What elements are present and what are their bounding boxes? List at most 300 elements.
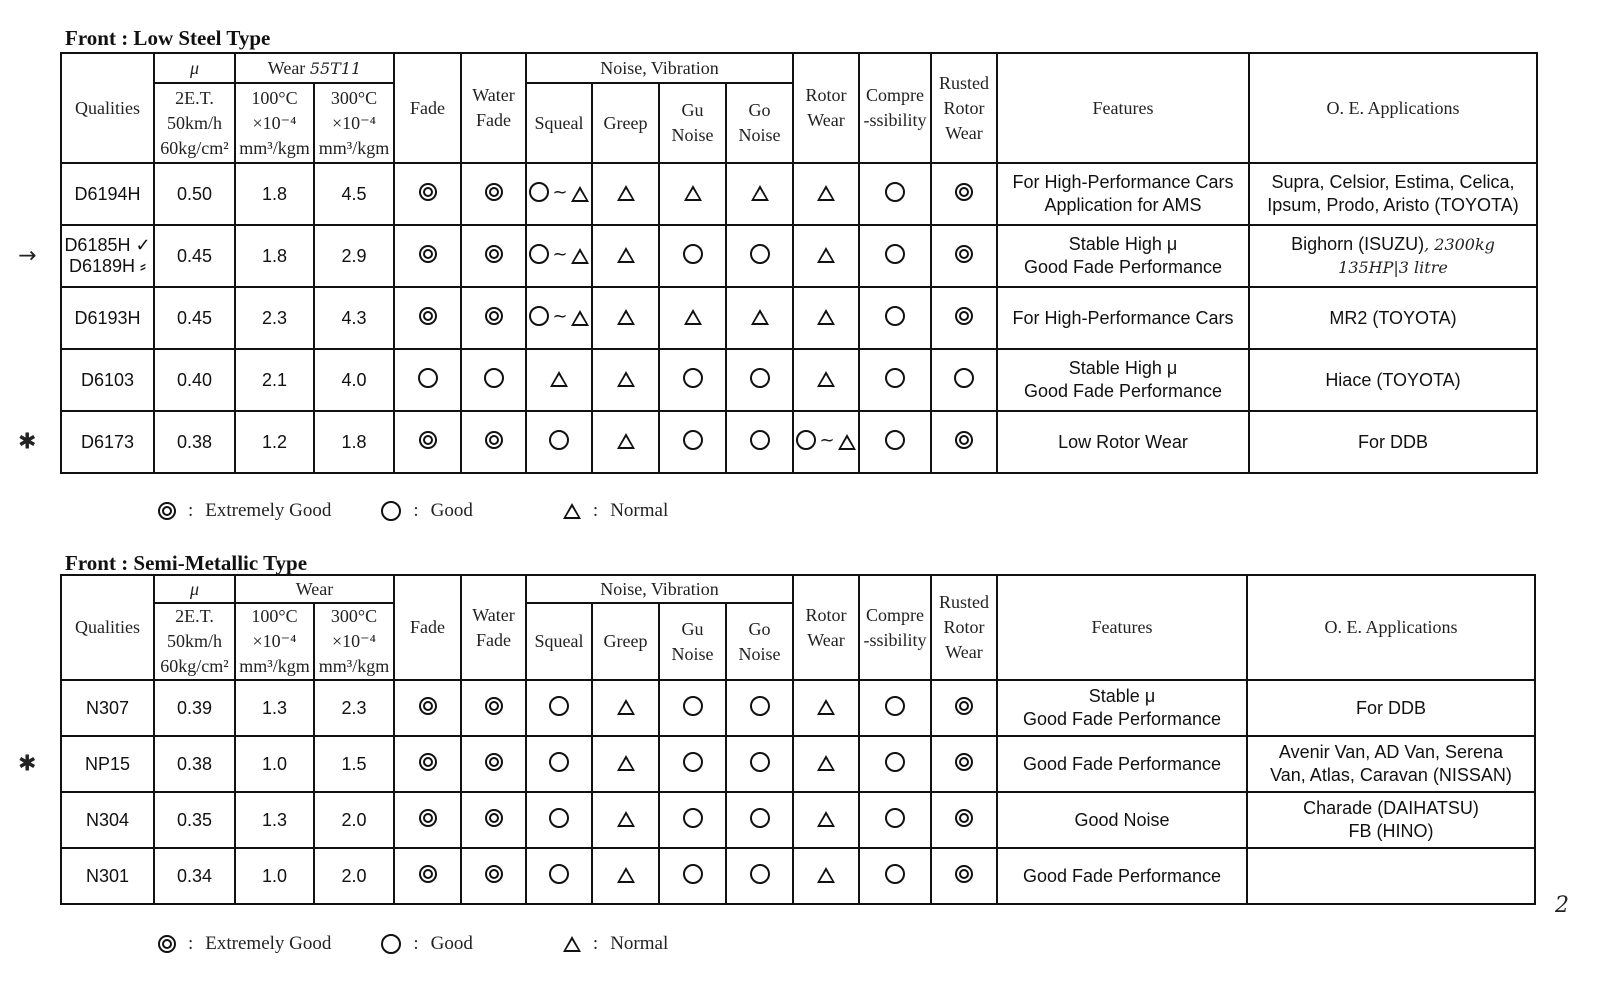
double-circle-icon: [485, 865, 503, 883]
rating-rotor-wear: [793, 349, 859, 411]
circle-icon: [885, 182, 905, 202]
header-greep: Greep: [592, 603, 659, 680]
header-wear-100: 100°C ×10⁻⁴ mm³/kgm: [235, 603, 314, 680]
header-rotor-wear: Rotor Wear: [793, 53, 859, 163]
mu-value: 0.40: [154, 349, 235, 411]
triangle-icon: [571, 186, 589, 202]
rating-compressibility: [859, 349, 931, 411]
circle-icon: [683, 864, 703, 884]
wear-300-value: 2.3: [314, 680, 394, 736]
oe-applications-cell: [1247, 848, 1535, 904]
header-mu: μ: [154, 53, 235, 83]
header-compressibility: Compre -ssibility: [859, 575, 931, 680]
circle-icon: [683, 696, 703, 716]
wear-300-value: 4.0: [314, 349, 394, 411]
header-mu-sub: 2E.T. 50km/h 60kg/cm²: [154, 603, 235, 680]
rating-rotor-wear: [793, 848, 859, 904]
double-circle-icon: [419, 183, 437, 201]
product-code: D6185H ✓ D6189H ⸗ →: [61, 225, 154, 287]
rating-go-noise: [726, 349, 793, 411]
rating-gu-noise: [659, 736, 726, 792]
double-circle-icon: [419, 865, 437, 883]
legend-low-steel: [158, 500, 718, 522]
rating-fade: [394, 736, 461, 792]
double-circle-icon: [419, 245, 437, 263]
circle-icon: [750, 752, 770, 772]
triangle-icon: [563, 503, 581, 519]
rating-water-fade: [461, 225, 526, 287]
header-rotor-wear: Rotor Wear: [793, 575, 859, 680]
rating-fade: [394, 848, 461, 904]
circle-icon: [750, 696, 770, 716]
mu-value: 0.45: [154, 225, 235, 287]
header-greep: Greep: [592, 83, 659, 163]
rating-greep: [592, 680, 659, 736]
double-circle-icon: [955, 183, 973, 201]
rating-fade: [394, 225, 461, 287]
circle-icon: [529, 306, 549, 326]
wear-100-value: 1.0: [235, 848, 314, 904]
rating-compressibility: [859, 287, 931, 349]
rating-squeal: [526, 848, 592, 904]
features-cell: Good Fade Performance: [997, 848, 1247, 904]
oe-applications-cell: [1249, 411, 1537, 473]
mu-value: 0.38: [154, 736, 235, 792]
rating-water-fade: [461, 287, 526, 349]
rating-compressibility: [859, 792, 931, 848]
rating-go-noise: [726, 792, 793, 848]
rating-go-noise: [726, 736, 793, 792]
rating-greep: [592, 349, 659, 411]
circle-icon: [750, 430, 770, 450]
oe-applications-cell: [1249, 287, 1537, 349]
rating-fade: [394, 680, 461, 736]
rating-gu-noise: [659, 792, 726, 848]
rating-gu-noise: [659, 848, 726, 904]
header-wear: Wear: [235, 575, 394, 603]
triangle-icon: [817, 371, 835, 387]
oe-applications-text: For DDB: [1357, 431, 1428, 452]
tilde-separator: ~: [552, 181, 568, 203]
oe-applications-text: Avenir Van, AD Van, Serena Van, Atlas, Caravan (NISSAN): [1270, 742, 1512, 785]
legend-item-extremely-good: : Extremely Good: [158, 933, 331, 955]
double-circle-icon: [955, 865, 973, 883]
mu-value: 0.38: [154, 411, 235, 473]
header-wear-100: 100°C ×10⁻⁴ mm³/kgm: [235, 83, 314, 163]
header-gu-noise: Gu Noise: [659, 83, 726, 163]
triangle-icon: [817, 185, 835, 201]
wear-100-value: 1.3: [235, 680, 314, 736]
rating-compressibility: [859, 163, 931, 225]
rating-squeal: [526, 349, 592, 411]
triangle-icon: [817, 811, 835, 827]
circle-icon: [750, 808, 770, 828]
triangle-icon: [817, 867, 835, 883]
header-wear: [235, 53, 394, 83]
oe-applications-text: For DDB: [1355, 697, 1426, 718]
section-title-semi-metallic: Front : Semi-Metallic Type: [65, 551, 308, 575]
wear-300-value: 1.8: [314, 411, 394, 473]
header-noise-vibration: Noise, Vibration: [526, 53, 793, 83]
features-cell: Low Rotor Wear: [997, 411, 1249, 473]
double-circle-icon: [485, 183, 503, 201]
header-qualities: Qualities: [61, 53, 154, 163]
triangle-icon: [617, 247, 635, 263]
wear-300-value: 1.5: [314, 736, 394, 792]
double-circle-icon: [419, 753, 437, 771]
rating-gu-noise: [659, 349, 726, 411]
rating-fade: [394, 287, 461, 349]
header-go-noise: Go Noise: [726, 603, 793, 680]
header-rusted-rotor-wear: Rusted Rotor Wear: [931, 53, 997, 163]
rating-go-noise: [726, 225, 793, 287]
rating-gu-noise: [659, 680, 726, 736]
circle-icon: [381, 501, 401, 521]
rating-rotor-wear: [793, 736, 859, 792]
rating-rotor-wear: [793, 225, 859, 287]
rating-rusted-rotor-wear: [931, 736, 997, 792]
rating-squeal: [526, 225, 592, 287]
triangle-icon: [817, 699, 835, 715]
header-wear-300: 300°C ×10⁻⁴ mm³/kgm: [314, 603, 394, 680]
rating-squeal: [526, 287, 592, 349]
features-cell: For High-Performance Cars: [997, 287, 1249, 349]
rating-greep: [592, 287, 659, 349]
table-row: [61, 225, 1537, 287]
triangle-icon: [571, 310, 589, 326]
margin-arrow-mark: →: [18, 243, 37, 269]
product-code: D6173 ✱: [61, 411, 154, 473]
double-circle-icon: [485, 809, 503, 827]
triangle-icon: [617, 371, 635, 387]
rating-go-noise: [726, 848, 793, 904]
wear-300-value: 4.5: [314, 163, 394, 225]
circle-icon: [549, 808, 569, 828]
rating-greep: [592, 792, 659, 848]
header-mu: μ: [154, 575, 235, 603]
table-row: [61, 287, 1537, 349]
circle-icon: [549, 864, 569, 884]
circle-icon: [750, 864, 770, 884]
header-wear-label: Wear: [267, 57, 306, 78]
triangle-icon: [617, 867, 635, 883]
triangle-icon: [817, 755, 835, 771]
features-cell: Stable High μ Good Fade Performance: [997, 225, 1249, 287]
rating-greep: [592, 848, 659, 904]
legend-item-extremely-good: : Extremely Good: [158, 500, 331, 522]
triangle-icon: [751, 185, 769, 201]
header-gu-noise: Gu Noise: [659, 603, 726, 680]
circle-icon: [750, 244, 770, 264]
mu-value: 0.50: [154, 163, 235, 225]
circle-icon: [381, 934, 401, 954]
rating-rotor-wear: [793, 411, 859, 473]
table-row: [61, 163, 1537, 225]
double-circle-icon: [485, 753, 503, 771]
features-cell: Stable μ Good Fade Performance: [997, 680, 1247, 736]
circle-icon: [885, 244, 905, 264]
rating-greep: [592, 163, 659, 225]
product-code: N304: [61, 792, 154, 848]
product-code: N301: [61, 848, 154, 904]
double-circle-icon: [419, 809, 437, 827]
triangle-icon: [563, 936, 581, 952]
rating-rotor-wear: [793, 792, 859, 848]
legend-item-normal: : Normal: [563, 933, 668, 955]
header-features: Features: [997, 53, 1249, 163]
table-row: [61, 680, 1535, 736]
header-oe-applications: O. E. Applications: [1249, 53, 1537, 163]
rating-compressibility: [859, 736, 931, 792]
circle-icon: [549, 430, 569, 450]
double-circle-icon: [419, 307, 437, 325]
wear-100-value: 1.2: [235, 411, 314, 473]
double-circle-icon: [955, 697, 973, 715]
double-circle-icon: [419, 697, 437, 715]
rating-water-fade: [461, 736, 526, 792]
oe-applications-cell: [1249, 163, 1537, 225]
product-code: NP15 ✱: [61, 736, 154, 792]
triangle-icon: [684, 309, 702, 325]
rating-rusted-rotor-wear: [931, 225, 997, 287]
rating-gu-noise: [659, 225, 726, 287]
header-rusted-rotor-wear: Rusted Rotor Wear: [931, 575, 997, 680]
wear-100-value: 1.8: [235, 225, 314, 287]
triangle-icon: [684, 185, 702, 201]
wear-100-value: 2.3: [235, 287, 314, 349]
wear-100-value: 1.3: [235, 792, 314, 848]
double-circle-icon: [955, 431, 973, 449]
features-cell: Good Fade Performance: [997, 736, 1247, 792]
rating-squeal: [526, 736, 592, 792]
legend-item-good: : Good: [381, 933, 473, 955]
handwritten-note: , 2300kg 135HP|3 litre: [1338, 235, 1495, 277]
page-number-mark: 2: [1555, 893, 1569, 918]
wear-100-value: 1.8: [235, 163, 314, 225]
mu-value: 0.39: [154, 680, 235, 736]
wear-300-value: 2.0: [314, 848, 394, 904]
product-code: D6193H: [61, 287, 154, 349]
handwritten-wear-note: 55T11: [309, 58, 362, 78]
triangle-icon: [838, 434, 856, 450]
rating-go-noise: [726, 411, 793, 473]
rating-go-noise: [726, 680, 793, 736]
oe-applications-cell: [1249, 225, 1537, 287]
header-features: Features: [997, 575, 1247, 680]
circle-icon: [885, 696, 905, 716]
circle-icon: [683, 752, 703, 772]
circle-icon: [885, 752, 905, 772]
table-row: [61, 792, 1535, 848]
double-circle-icon: [955, 245, 973, 263]
triangle-icon: [617, 433, 635, 449]
rating-rotor-wear: [793, 287, 859, 349]
rating-greep: [592, 411, 659, 473]
oe-applications-text: Supra, Celsior, Estima, Celica, Ipsum, Prodo, Aristo (TOYOTA): [1267, 172, 1519, 215]
triangle-icon: [751, 309, 769, 325]
rating-water-fade: [461, 680, 526, 736]
header-water-fade: Water Fade: [461, 53, 526, 163]
header-water-fade: Water Fade: [461, 575, 526, 680]
features-cell: Good Noise: [997, 792, 1247, 848]
oe-applications-text: Charade (DAIHATSU) FB (HINO): [1303, 798, 1479, 841]
oe-applications-text: Hiace (TOYOTA): [1325, 369, 1461, 390]
table-row: [61, 411, 1537, 473]
header-oe-applications: O. E. Applications: [1247, 575, 1535, 680]
mu-value: 0.34: [154, 848, 235, 904]
header-go-noise: Go Noise: [726, 83, 793, 163]
double-circle-icon: [158, 502, 176, 520]
rating-fade: [394, 792, 461, 848]
header-wear-300: 300°C ×10⁻⁴ mm³/kgm: [314, 83, 394, 163]
triangle-icon: [617, 811, 635, 827]
features-cell: For High-Performance Cars Application for AMS: [997, 163, 1249, 225]
oe-applications-cell: [1247, 792, 1535, 848]
rating-compressibility: [859, 848, 931, 904]
circle-icon: [529, 244, 549, 264]
header-qualities: Qualities: [61, 575, 154, 680]
legend-semi-metallic: [158, 933, 718, 955]
header-noise-vibration: Noise, Vibration: [526, 575, 793, 603]
header-squeal: Squeal: [526, 603, 592, 680]
oe-applications-cell: [1247, 736, 1535, 792]
rating-greep: [592, 225, 659, 287]
double-circle-icon: [158, 935, 176, 953]
rating-squeal: [526, 163, 592, 225]
header-squeal: Squeal: [526, 83, 592, 163]
triangle-icon: [617, 185, 635, 201]
section-title-low-steel: Front : Low Steel Type: [65, 26, 271, 50]
triangle-icon: [550, 371, 568, 387]
rating-gu-noise: [659, 163, 726, 225]
circle-icon: [484, 368, 504, 388]
triangle-icon: [617, 699, 635, 715]
rating-water-fade: [461, 848, 526, 904]
rating-water-fade: [461, 163, 526, 225]
double-circle-icon: [485, 431, 503, 449]
table-row: [61, 349, 1537, 411]
double-circle-icon: [485, 245, 503, 263]
product-code: N307: [61, 680, 154, 736]
triangle-icon: [817, 247, 835, 263]
oe-applications-text: Bighorn (ISUZU): [1291, 234, 1425, 254]
rating-rusted-rotor-wear: [931, 287, 997, 349]
low-steel-spec-table: [18, 52, 1538, 474]
product-code: D6194H: [61, 163, 154, 225]
double-circle-icon: [485, 697, 503, 715]
mu-value: 0.35: [154, 792, 235, 848]
double-circle-icon: [955, 307, 973, 325]
rating-compressibility: [859, 225, 931, 287]
rating-compressibility: [859, 411, 931, 473]
circle-icon: [954, 368, 974, 388]
circle-icon: [529, 182, 549, 202]
rating-fade: [394, 349, 461, 411]
circle-icon: [885, 430, 905, 450]
header-fade: Fade: [394, 53, 461, 163]
triangle-icon: [617, 755, 635, 771]
rating-fade: [394, 163, 461, 225]
legend-item-good: : Good: [381, 500, 473, 522]
circle-icon: [549, 752, 569, 772]
circle-icon: [750, 368, 770, 388]
rating-gu-noise: [659, 411, 726, 473]
circle-icon: [683, 430, 703, 450]
double-circle-icon: [955, 753, 973, 771]
rating-water-fade: [461, 792, 526, 848]
rating-rotor-wear: [793, 163, 859, 225]
features-cell: Stable High μ Good Fade Performance: [997, 349, 1249, 411]
circle-icon: [683, 368, 703, 388]
rating-gu-noise: [659, 287, 726, 349]
circle-icon: [796, 430, 816, 450]
rating-fade: [394, 411, 461, 473]
rating-squeal: [526, 792, 592, 848]
rating-rusted-rotor-wear: [931, 349, 997, 411]
rating-water-fade: [461, 411, 526, 473]
wear-300-value: 4.3: [314, 287, 394, 349]
circle-icon: [885, 368, 905, 388]
rating-rusted-rotor-wear: [931, 163, 997, 225]
header-mu-sub: 2E.T. 50km/h 60kg/cm²: [154, 83, 235, 163]
triangle-icon: [571, 248, 589, 264]
rating-rusted-rotor-wear: [931, 848, 997, 904]
double-circle-icon: [955, 809, 973, 827]
tilde-separator: ~: [552, 305, 568, 327]
product-code: D6103: [61, 349, 154, 411]
margin-asterisk-mark: ✱: [18, 751, 37, 777]
oe-applications-cell: [1249, 349, 1537, 411]
oe-applications-cell: [1247, 680, 1535, 736]
circle-icon: [683, 244, 703, 264]
rating-squeal: [526, 680, 592, 736]
triangle-icon: [617, 309, 635, 325]
rating-go-noise: [726, 163, 793, 225]
legend-item-normal: : Normal: [563, 500, 668, 522]
tilde-separator: ~: [819, 429, 835, 451]
wear-300-value: 2.9: [314, 225, 394, 287]
mu-value: 0.45: [154, 287, 235, 349]
double-circle-icon: [419, 431, 437, 449]
rating-rusted-rotor-wear: [931, 792, 997, 848]
rating-water-fade: [461, 349, 526, 411]
semi-metallic-spec-table: [18, 574, 1536, 905]
header-fade: Fade: [394, 575, 461, 680]
circle-icon: [885, 864, 905, 884]
header-compressibility: Compre -ssibility: [859, 53, 931, 163]
double-circle-icon: [485, 307, 503, 325]
table-row: [61, 736, 1535, 792]
rating-compressibility: [859, 680, 931, 736]
circle-icon: [683, 808, 703, 828]
rating-rotor-wear: [793, 680, 859, 736]
circle-icon: [418, 368, 438, 388]
rating-greep: [592, 736, 659, 792]
rating-rusted-rotor-wear: [931, 411, 997, 473]
rating-rusted-rotor-wear: [931, 680, 997, 736]
circle-icon: [885, 808, 905, 828]
wear-300-value: 2.0: [314, 792, 394, 848]
oe-applications-text: MR2 (TOYOTA): [1329, 307, 1457, 328]
wear-100-value: 1.0: [235, 736, 314, 792]
margin-asterisk-mark: ✱: [18, 429, 37, 455]
circle-icon: [885, 306, 905, 326]
circle-icon: [549, 696, 569, 716]
triangle-icon: [817, 309, 835, 325]
rating-go-noise: [726, 287, 793, 349]
wear-100-value: 2.1: [235, 349, 314, 411]
table-row: [61, 848, 1535, 904]
